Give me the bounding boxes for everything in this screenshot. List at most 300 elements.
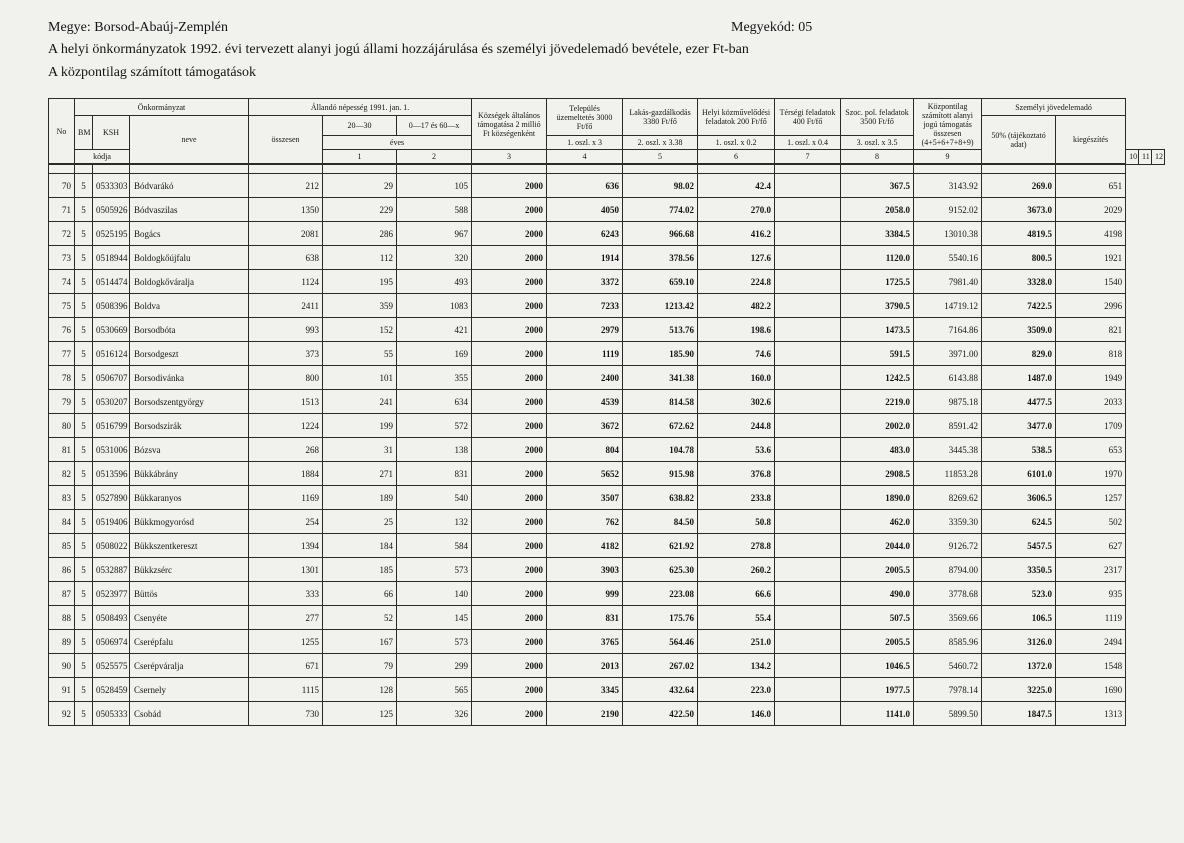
cell-telepules: 3765 xyxy=(547,630,623,654)
cell-ksh: 0513596 xyxy=(93,462,130,486)
cell-neve: Büttös xyxy=(130,582,249,606)
cell-kiegeszites: 1921 xyxy=(1056,246,1126,270)
cell-neve: Bózsva xyxy=(130,438,249,462)
cell-ksh: 0525195 xyxy=(93,222,130,246)
cell-kozpontilag: 9126.72 xyxy=(914,534,982,558)
cell-helyi: 233.8 xyxy=(698,486,775,510)
cell-age-20-30: 66 xyxy=(323,582,397,606)
cell-age-20-30: 195 xyxy=(323,270,397,294)
cell-kozpontilag: 8269.62 xyxy=(914,486,982,510)
cell-osszesen: 1224 xyxy=(249,414,323,438)
cell-telepules: 3507 xyxy=(547,486,623,510)
cell-neve: Cserépváralja xyxy=(130,654,249,678)
cell-age-0-17: 572 xyxy=(397,414,472,438)
cell-kiegeszites: 818 xyxy=(1056,342,1126,366)
colnum-10: 10 xyxy=(1126,150,1139,165)
cell-szoc: 2058.0 xyxy=(841,198,914,222)
cell-age-20-30: 101 xyxy=(323,366,397,390)
cell-kozsegek: 2000 xyxy=(472,222,547,246)
cell-kozpontilag: 3569.66 xyxy=(914,606,982,630)
cell-kozpontilag: 3359.30 xyxy=(914,510,982,534)
cell-tersegi xyxy=(775,654,841,678)
cell-age-20-30: 79 xyxy=(323,654,397,678)
cell-kozsegek: 2000 xyxy=(472,174,547,198)
cell-tersegi xyxy=(775,222,841,246)
cell-age-0-17: 831 xyxy=(397,462,472,486)
cell-tersegi xyxy=(775,414,841,438)
formula-8: 1. oszl. x 0.4 xyxy=(775,136,841,150)
formula-5: 1. oszl. x 3 xyxy=(547,136,623,150)
cell-szja-50: 829.0 xyxy=(982,342,1056,366)
cell-neve: Bódvarákó xyxy=(130,174,249,198)
cell-kozsegek: 2000 xyxy=(472,414,547,438)
cell-szja-50: 800.5 xyxy=(982,246,1056,270)
cell-neve: Bódvaszilas xyxy=(130,198,249,222)
header-separator xyxy=(49,164,1165,174)
cell-telepules: 636 xyxy=(547,174,623,198)
cell-kozsegek: 2000 xyxy=(472,318,547,342)
cell-ksh: 0530669 xyxy=(93,318,130,342)
cell-helyi: 224.8 xyxy=(698,270,775,294)
table-row xyxy=(49,270,1165,294)
cell-age-0-17: 967 xyxy=(397,222,472,246)
cell-kiegeszites: 653 xyxy=(1056,438,1126,462)
cell-szja-50: 106.5 xyxy=(982,606,1056,630)
cell-szoc: 1977.5 xyxy=(841,678,914,702)
cell-age-20-30: 55 xyxy=(323,342,397,366)
cell-kiegeszites: 1949 xyxy=(1056,366,1126,390)
formula-7: 1. oszl. x 0.2 xyxy=(698,136,775,150)
cell-szoc: 591.5 xyxy=(841,342,914,366)
cell-tersegi xyxy=(775,606,841,630)
cell-no: 91 xyxy=(49,678,75,702)
cell-tersegi xyxy=(775,438,841,462)
cell-age-0-17: 132 xyxy=(397,510,472,534)
cell-kiegeszites: 2317 xyxy=(1056,558,1126,582)
col-szja-50: 50% (tájékoztató adat) xyxy=(982,116,1056,165)
cell-lakas: 267.02 xyxy=(623,654,698,678)
cell-ksh: 0518944 xyxy=(93,246,130,270)
cell-tersegi xyxy=(775,534,841,558)
cell-telepules: 3345 xyxy=(547,678,623,702)
cell-szja-50: 3477.0 xyxy=(982,414,1056,438)
table-row xyxy=(49,414,1165,438)
cell-tersegi xyxy=(775,174,841,198)
cell-helyi: 198.6 xyxy=(698,318,775,342)
cell-bm: 5 xyxy=(75,606,93,630)
cell-ksh: 0527890 xyxy=(93,486,130,510)
cell-kozsegek: 2000 xyxy=(472,294,547,318)
cell-tersegi xyxy=(775,462,841,486)
cell-kozsegek: 2000 xyxy=(472,270,547,294)
cell-tersegi xyxy=(775,678,841,702)
cell-kozpontilag: 3445.38 xyxy=(914,438,982,462)
cell-age-0-17: 565 xyxy=(397,678,472,702)
cell-ksh: 0508022 xyxy=(93,534,130,558)
cell-szja-50: 1487.0 xyxy=(982,366,1056,390)
cell-szja-50: 3328.0 xyxy=(982,270,1056,294)
cell-helyi: 74.6 xyxy=(698,342,775,366)
cell-tersegi xyxy=(775,558,841,582)
cell-szoc: 2044.0 xyxy=(841,534,914,558)
cell-szja-50: 4477.5 xyxy=(982,390,1056,414)
cell-szja-50: 1847.5 xyxy=(982,702,1056,726)
table-row xyxy=(49,174,1165,198)
cell-lakas: 185.90 xyxy=(623,342,698,366)
cell-telepules: 3903 xyxy=(547,558,623,582)
cell-osszesen: 730 xyxy=(249,702,323,726)
cell-kozpontilag: 5540.16 xyxy=(914,246,982,270)
cell-ksh: 0508493 xyxy=(93,606,130,630)
cell-age-0-17: 584 xyxy=(397,534,472,558)
cell-bm: 5 xyxy=(75,462,93,486)
cell-tersegi xyxy=(775,294,841,318)
cell-lakas: 915.98 xyxy=(623,462,698,486)
cell-telepules: 4182 xyxy=(547,534,623,558)
county-code: Megyekód: 05 xyxy=(731,20,813,35)
cell-lakas: 1213.42 xyxy=(623,294,698,318)
cell-bm: 5 xyxy=(75,438,93,462)
cell-lakas: 659.10 xyxy=(623,270,698,294)
cell-ksh: 0516799 xyxy=(93,414,130,438)
cell-telepules: 2400 xyxy=(547,366,623,390)
cell-szja-50: 3606.5 xyxy=(982,486,1056,510)
table-row xyxy=(49,462,1165,486)
table-row xyxy=(49,486,1165,510)
cell-lakas: 104.78 xyxy=(623,438,698,462)
cell-tersegi xyxy=(775,366,841,390)
cell-helyi: 42.4 xyxy=(698,174,775,198)
cell-szoc: 367.5 xyxy=(841,174,914,198)
col-helyi: Helyi közművelődési feladatok 200 Ft/fő xyxy=(698,99,775,136)
cell-tersegi xyxy=(775,270,841,294)
cell-age-20-30: 31 xyxy=(323,438,397,462)
cell-kiegeszites: 502 xyxy=(1056,510,1126,534)
cell-tersegi xyxy=(775,246,841,270)
col-szja: Személyi jövedelemadó xyxy=(982,99,1126,116)
table-body xyxy=(49,174,1165,726)
cell-kiegeszites: 1690 xyxy=(1056,678,1126,702)
cell-age-20-30: 167 xyxy=(323,630,397,654)
cell-telepules: 2979 xyxy=(547,318,623,342)
cell-tersegi xyxy=(775,702,841,726)
cell-kiegeszites: 1970 xyxy=(1056,462,1126,486)
cell-telepules: 804 xyxy=(547,438,623,462)
cell-age-0-17: 421 xyxy=(397,318,472,342)
cell-age-20-30: 271 xyxy=(323,462,397,486)
cell-telepules: 1119 xyxy=(547,342,623,366)
cell-helyi: 223.0 xyxy=(698,678,775,702)
cell-osszesen: 254 xyxy=(249,510,323,534)
cell-kozsegek: 2000 xyxy=(472,654,547,678)
cell-szja-50: 3126.0 xyxy=(982,630,1056,654)
cell-kozpontilag: 3778.68 xyxy=(914,582,982,606)
cell-szoc: 1725.5 xyxy=(841,270,914,294)
cell-no: 82 xyxy=(49,462,75,486)
cell-lakas: 638.82 xyxy=(623,486,698,510)
cell-no: 90 xyxy=(49,654,75,678)
cell-age-0-17: 588 xyxy=(397,198,472,222)
cell-age-0-17: 540 xyxy=(397,486,472,510)
cell-lakas: 513.76 xyxy=(623,318,698,342)
cell-kozsegek: 2000 xyxy=(472,558,547,582)
cell-neve: Csernely xyxy=(130,678,249,702)
cell-kiegeszites: 4198 xyxy=(1056,222,1126,246)
cell-no: 76 xyxy=(49,318,75,342)
cell-szja-50: 3509.0 xyxy=(982,318,1056,342)
cell-osszesen: 800 xyxy=(249,366,323,390)
cell-telepules: 3672 xyxy=(547,414,623,438)
cell-tersegi xyxy=(775,318,841,342)
cell-telepules: 6243 xyxy=(547,222,623,246)
cell-ksh: 0533303 xyxy=(93,174,130,198)
cell-age-20-30: 286 xyxy=(323,222,397,246)
cell-kozsegek: 2000 xyxy=(472,510,547,534)
cell-szja-50: 6101.0 xyxy=(982,462,1056,486)
cell-kozpontilag: 14719.12 xyxy=(914,294,982,318)
table-row xyxy=(49,222,1165,246)
cell-no: 80 xyxy=(49,414,75,438)
cell-no: 74 xyxy=(49,270,75,294)
colnum-12: 12 xyxy=(1152,150,1165,165)
cell-kiegeszites: 1257 xyxy=(1056,486,1126,510)
cell-neve: Borsodbóta xyxy=(130,318,249,342)
cell-ksh: 0505333 xyxy=(93,702,130,726)
cell-kozsegek: 2000 xyxy=(472,438,547,462)
cell-helyi: 134.2 xyxy=(698,654,775,678)
cell-osszesen: 1124 xyxy=(249,270,323,294)
table-row xyxy=(49,246,1165,270)
cell-tersegi xyxy=(775,198,841,222)
county-label: Megye: Borsod-Abaúj-Zemplén xyxy=(48,20,229,35)
cell-neve: Boldogkőváralja xyxy=(130,270,249,294)
cell-age-0-17: 105 xyxy=(397,174,472,198)
cell-szja-50: 624.5 xyxy=(982,510,1056,534)
col-age-0-17: 0—17 és 60—x xyxy=(397,116,472,136)
cell-kozsegek: 2000 xyxy=(472,702,547,726)
cell-kiegeszites: 2029 xyxy=(1056,198,1126,222)
col-bm: BM xyxy=(75,116,93,150)
cell-no: 81 xyxy=(49,438,75,462)
cell-kiegeszites: 1540 xyxy=(1056,270,1126,294)
cell-ksh: 0508396 xyxy=(93,294,130,318)
cell-neve: Bükkaranyos xyxy=(130,486,249,510)
cell-szoc: 3790.5 xyxy=(841,294,914,318)
cell-kozpontilag: 13010.38 xyxy=(914,222,982,246)
cell-helyi: 260.2 xyxy=(698,558,775,582)
cell-bm: 5 xyxy=(75,486,93,510)
cell-szoc: 490.0 xyxy=(841,582,914,606)
table-row xyxy=(49,558,1165,582)
cell-telepules: 2190 xyxy=(547,702,623,726)
cell-age-0-17: 573 xyxy=(397,558,472,582)
cell-osszesen: 1884 xyxy=(249,462,323,486)
cell-szoc: 1242.5 xyxy=(841,366,914,390)
cell-bm: 5 xyxy=(75,390,93,414)
cell-ksh: 0530207 xyxy=(93,390,130,414)
cell-lakas: 84.50 xyxy=(623,510,698,534)
cell-kozsegek: 2000 xyxy=(472,342,547,366)
cell-telepules: 762 xyxy=(547,510,623,534)
cell-kozsegek: 2000 xyxy=(472,630,547,654)
cell-osszesen: 993 xyxy=(249,318,323,342)
cell-tersegi xyxy=(775,582,841,606)
cell-bm: 5 xyxy=(75,654,93,678)
cell-telepules: 999 xyxy=(547,582,623,606)
cell-age-20-30: 152 xyxy=(323,318,397,342)
col-no: No xyxy=(49,99,75,165)
colnum-8: 8 xyxy=(841,150,914,165)
cell-szja-50: 523.0 xyxy=(982,582,1056,606)
cell-szja-50: 5457.5 xyxy=(982,534,1056,558)
cell-age-0-17: 493 xyxy=(397,270,472,294)
cell-neve: Boldogkőújfalu xyxy=(130,246,249,270)
cell-kozsegek: 2000 xyxy=(472,534,547,558)
table-row xyxy=(49,198,1165,222)
cell-ksh: 0514474 xyxy=(93,270,130,294)
cell-helyi: 302.6 xyxy=(698,390,775,414)
cell-ksh: 0525575 xyxy=(93,654,130,678)
cell-no: 79 xyxy=(49,390,75,414)
cell-kozpontilag: 11853.28 xyxy=(914,462,982,486)
cell-no: 84 xyxy=(49,510,75,534)
cell-helyi: 376.8 xyxy=(698,462,775,486)
cell-no: 92 xyxy=(49,702,75,726)
cell-telepules: 1914 xyxy=(547,246,623,270)
colnum-4: 4 xyxy=(547,150,623,165)
cell-osszesen: 268 xyxy=(249,438,323,462)
cell-bm: 5 xyxy=(75,318,93,342)
cell-szoc: 462.0 xyxy=(841,510,914,534)
cell-szja-50: 3225.0 xyxy=(982,678,1056,702)
cell-osszesen: 1301 xyxy=(249,558,323,582)
cell-helyi: 270.0 xyxy=(698,198,775,222)
cell-szoc: 1473.5 xyxy=(841,318,914,342)
cell-osszesen: 2081 xyxy=(249,222,323,246)
col-szoc: Szoc. pol. feladatok 3500 Ft/fő xyxy=(841,99,914,136)
cell-osszesen: 333 xyxy=(249,582,323,606)
cell-osszesen: 277 xyxy=(249,606,323,630)
cell-age-0-17: 573 xyxy=(397,630,472,654)
cell-kozpontilag: 7164.86 xyxy=(914,318,982,342)
table-row xyxy=(49,606,1165,630)
cell-osszesen: 1115 xyxy=(249,678,323,702)
cell-neve: Bükkábrány xyxy=(130,462,249,486)
cell-neve: Borsodszirák xyxy=(130,414,249,438)
colnum-1: 1 xyxy=(323,150,397,165)
cell-ksh: 0531006 xyxy=(93,438,130,462)
cell-neve: Csobád xyxy=(130,702,249,726)
cell-bm: 5 xyxy=(75,534,93,558)
cell-kozsegek: 2000 xyxy=(472,246,547,270)
cell-szoc: 1890.0 xyxy=(841,486,914,510)
table-row xyxy=(49,630,1165,654)
cell-bm: 5 xyxy=(75,246,93,270)
cell-osszesen: 2411 xyxy=(249,294,323,318)
cell-kozpontilag: 9875.18 xyxy=(914,390,982,414)
cell-age-0-17: 355 xyxy=(397,366,472,390)
cell-bm: 5 xyxy=(75,174,93,198)
table-row xyxy=(49,318,1165,342)
cell-bm: 5 xyxy=(75,270,93,294)
colnum-7: 7 xyxy=(775,150,841,165)
cell-no: 85 xyxy=(49,534,75,558)
cell-kozsegek: 2000 xyxy=(472,462,547,486)
colnum-5: 5 xyxy=(623,150,698,165)
cell-no: 72 xyxy=(49,222,75,246)
cell-kozsegek: 2000 xyxy=(472,486,547,510)
colnum-6: 6 xyxy=(698,150,775,165)
col-ksh: KSH xyxy=(93,116,130,150)
col-nepesseg: Állandó népesség 1991. jan. 1. xyxy=(249,99,472,116)
cell-szja-50: 3673.0 xyxy=(982,198,1056,222)
cell-neve: Boldva xyxy=(130,294,249,318)
cell-szoc: 2908.5 xyxy=(841,462,914,486)
cell-helyi: 416.2 xyxy=(698,222,775,246)
cell-age-0-17: 634 xyxy=(397,390,472,414)
cell-age-0-17: 140 xyxy=(397,582,472,606)
cell-age-20-30: 112 xyxy=(323,246,397,270)
cell-osszesen: 1255 xyxy=(249,630,323,654)
cell-ksh: 0506974 xyxy=(93,630,130,654)
cell-no: 87 xyxy=(49,582,75,606)
cell-lakas: 378.56 xyxy=(623,246,698,270)
table-row xyxy=(49,342,1165,366)
table-row xyxy=(49,438,1165,462)
cell-lakas: 625.30 xyxy=(623,558,698,582)
cell-bm: 5 xyxy=(75,678,93,702)
cell-helyi: 160.0 xyxy=(698,366,775,390)
cell-kiegeszites: 2996 xyxy=(1056,294,1126,318)
cell-lakas: 98.02 xyxy=(623,174,698,198)
table-row xyxy=(49,390,1165,414)
cell-helyi: 55.4 xyxy=(698,606,775,630)
cell-age-0-17: 320 xyxy=(397,246,472,270)
cell-lakas: 672.62 xyxy=(623,414,698,438)
cell-kiegeszites: 2494 xyxy=(1056,630,1126,654)
col-lakas: Lakás-gazdálkodás 3380 Ft/fő xyxy=(623,99,698,136)
cell-ksh: 0528459 xyxy=(93,678,130,702)
cell-szja-50: 1372.0 xyxy=(982,654,1056,678)
cell-kozsegek: 2000 xyxy=(472,390,547,414)
cell-bm: 5 xyxy=(75,558,93,582)
cell-age-20-30: 359 xyxy=(323,294,397,318)
cell-kozsegek: 2000 xyxy=(472,582,547,606)
cell-age-20-30: 229 xyxy=(323,198,397,222)
cell-no: 89 xyxy=(49,630,75,654)
cell-kiegeszites: 935 xyxy=(1056,582,1126,606)
col-tersegi: Térségi feladatok 400 Ft/fő xyxy=(775,99,841,136)
cell-lakas: 966.68 xyxy=(623,222,698,246)
cell-no: 86 xyxy=(49,558,75,582)
cell-kiegeszites: 2033 xyxy=(1056,390,1126,414)
cell-helyi: 66.6 xyxy=(698,582,775,606)
cell-osszesen: 373 xyxy=(249,342,323,366)
col-kiegeszites: kiegészítés xyxy=(1056,116,1126,165)
cell-szoc: 1141.0 xyxy=(841,702,914,726)
colnum-9: 9 xyxy=(914,150,982,165)
cell-bm: 5 xyxy=(75,702,93,726)
cell-no: 78 xyxy=(49,366,75,390)
document-title: A helyi önkormányzatok 1992. évi tervezett alanyi jogú állami hozzájárulása és személyi jövedelemadó bevétele, ezer Ft-ban xyxy=(48,42,749,57)
cell-no: 77 xyxy=(49,342,75,366)
cell-lakas: 774.02 xyxy=(623,198,698,222)
cell-helyi: 50.8 xyxy=(698,510,775,534)
cell-age-0-17: 299 xyxy=(397,654,472,678)
cell-telepules: 2013 xyxy=(547,654,623,678)
cell-osszesen: 212 xyxy=(249,174,323,198)
cell-age-20-30: 128 xyxy=(323,678,397,702)
